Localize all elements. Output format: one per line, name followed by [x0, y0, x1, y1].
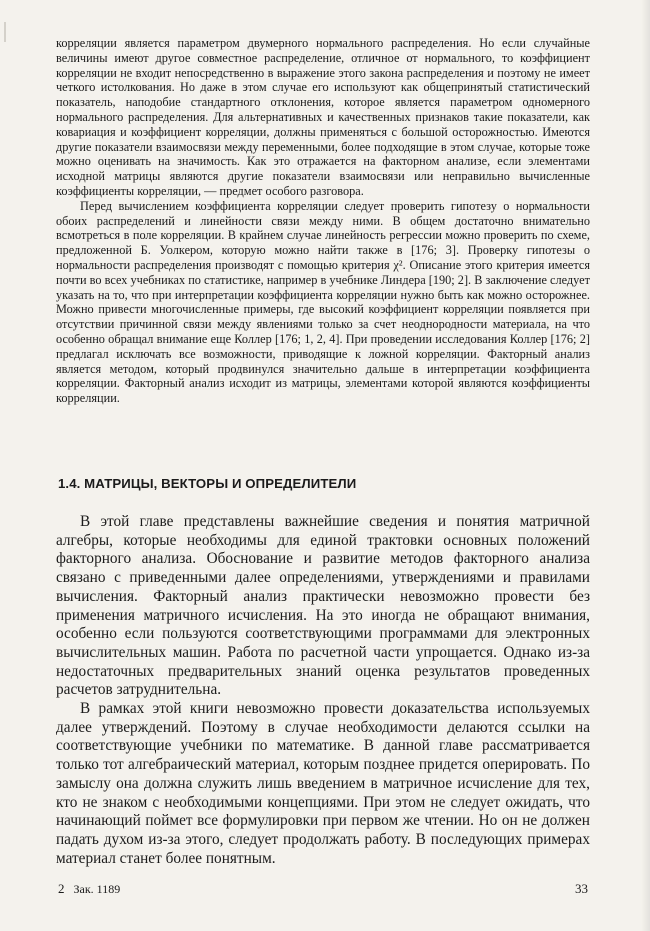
page-number: 33 [575, 881, 588, 896]
section-correlation-text [56, 36, 590, 406]
scan-mark [4, 22, 6, 42]
section-heading: 1.4. МАТРИЦЫ, ВЕКТОРЫ И ОПРЕДЕЛИТЕЛИ [58, 476, 357, 491]
paragraph-correlation-2: Перед вычислением коэффициента корреляции следует проверить гипотезу о нормальности обоих распределений и линейности связи между ними. В общем достаточно внимательно всмотреться в поле корреляции. В крайнем случае линейность регрессии можно проверить по схеме, предложенной Б. Уолкером, которую можно найти также в [176; 3]. Проверку гипотезы о нормальности распределения производят с помощью критерия χ². Описание этого критерия имеется почти во всех учебниках по статистике, например в учебнике Линдера [190; 2]. В заключение следует указать на то, что при интерпретации коэффициента корреляции нужно быть как можно осторожнее. Можно привести многочисленные примеры, где высокий коэффициент корреляции появляется при отсутствии причинной связи между явлениями только за счет неоднородности материала, на что особенно обращал внимание еще Коллер [176; 1, 2, 4]. При проведении исследования Коллер [176; 2] предлагал исключать все возможности, приводящие к ложной корреляции. Факторный анализ является методом, который продвинулся значительно дальше в интерпретации коэффициента корреляции. Факторный анализ исходит из матрицы, элементами которой являются коэффициенты корреляции. [56, 198, 590, 406]
printer-signature [58, 881, 120, 897]
signature-number: 2 [58, 881, 65, 896]
paragraph-matrices-1: В этой главе представлены важнейшие сведения и понятия матричной алгебры, которые необходимы для единой трактовки основных положений факторного анализа. Обоснование и развитие методов факторного анализа связано с приведенными далее определениями, утверждениями и правилами вычисления. Факторный анализ практически невозможно провести без применения матричного исчисления. На это иногда не обращают внимания, особенно если пользуются соответствующими программами для электронных вычислительных машин. Работа по расчетной части упрощается. Однако из-за недостаточных предварительных знаний оценка результатов проведенных расчетов затруднительна. [56, 513, 590, 699]
page-edge-shadow [641, 0, 650, 931]
section-matrices-text [56, 513, 590, 868]
paragraph-correlation-1: корреляции является параметром двумерного нормального распределения. Но если случайные величины имеют другое совместное распределение, отличное от нормального, то коэффициент корреляции не входит непосредственно в выражение этого закона распределения и поэтому не имеет четкого истолкования. Но даже в этом случае его используют как общепринятый статистический показатель, наподобие стандартного отклонения, которое является параметром одномерного нормального распределения. Для альтернативных и качественных признаков такие показатели, как ковариация и коэффициент корреляции, должны применяться с большой осторожностью. Имеются другие показатели взаимосвязи между переменными, более подходящие в этом случае, которые тоже можно оценивать на значимость. Как это отражается на факторном анализе, если элементами исходной матрицы являются другие показатели взаимосвязи или неправильно вычисленные коэффициенты корреляции, — предмет особого разговора. [56, 36, 590, 198]
paragraph-matrices-2: В рамках этой книги невозможно провести доказательства используемых далее утверждений. Поэтому в случае необходимости делаются ссылки на соответствующие учебники по математике. В данной главе рассматривается только тот алгебраический материал, которым позднее придется оперировать. По замыслу она должна служить лишь введением в матричное исчисление для тех, кто не знаком с необходимыми концепциями. При этом не следует ожидать, что начинающий поймет все формулировки при первом же чтении. Но он не должен падать духом из-за этого, следует продолжать работу. В последующих примерах материал станет более понятным. [56, 700, 590, 867]
order-number: Зак. 1189 [73, 882, 121, 896]
